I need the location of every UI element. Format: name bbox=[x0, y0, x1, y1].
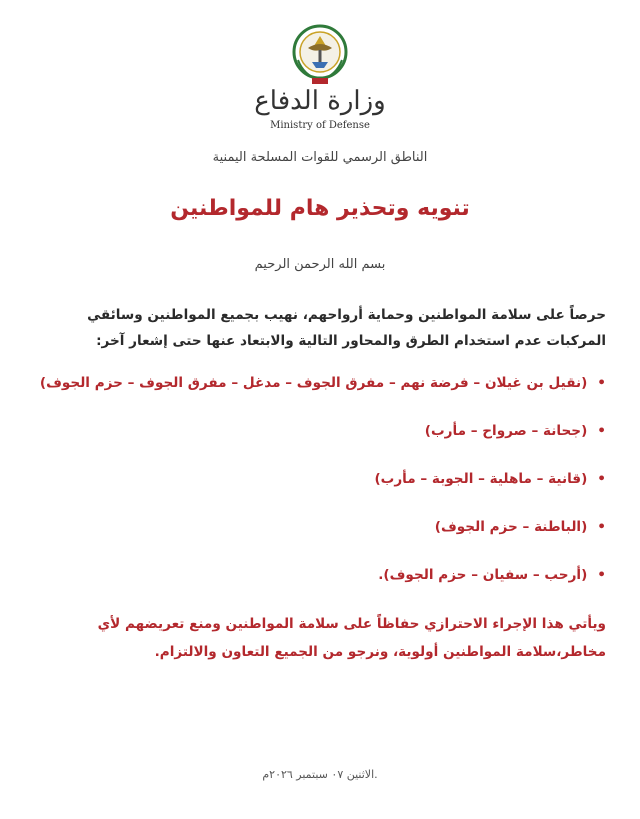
spokesman-line: الناطق الرسمي للقوات المسلحة اليمنية bbox=[212, 150, 428, 165]
bullet-icon: • bbox=[597, 423, 606, 439]
route-text: (جحانة – صرواح – مأرب) bbox=[424, 423, 588, 439]
bullet-icon: • bbox=[597, 567, 606, 583]
document-date: الاثنين ٠٧ سبتمبر ٢٠٢٦م. bbox=[262, 768, 378, 781]
list-item bbox=[34, 418, 606, 466]
notice-title: تنويه وتحذير هام للمواطنين bbox=[170, 196, 470, 221]
closing-paragraph: ويأتي هذا الإجراء الاحترازي حفاظاً على سلامة المواطنين ومنع تعريضهم لأي مخاطر،سلامة المواطنين أولوية، ونرجو من الجميع التعاون والالتزام. bbox=[97, 616, 606, 660]
ministry-arabic-title: وزارة الدفاع bbox=[254, 86, 386, 116]
basmala: بسم الله الرحمن الرحيم bbox=[254, 257, 386, 272]
list-item bbox=[34, 370, 606, 418]
list-item bbox=[34, 514, 606, 562]
route-text: (نقيل بن غيلان – فرضة نهم – مفرق الجوف – مدغل – مفرق الجوف – حزم الجوف) bbox=[39, 375, 588, 391]
bullet-icon: • bbox=[597, 519, 606, 535]
list-item bbox=[34, 562, 606, 610]
route-text: (الباطنة – حزم الجوف) bbox=[434, 519, 588, 535]
route-text: (قانية – ماهلية – الجوبة – مأرب) bbox=[374, 471, 588, 487]
bullet-icon: • bbox=[597, 375, 606, 391]
ministry-english-title: Ministry of Defense bbox=[270, 120, 370, 131]
list-item bbox=[34, 466, 606, 514]
routes-list bbox=[34, 370, 606, 610]
route-text: (أرحب – سفيان – حزم الجوف). bbox=[378, 567, 588, 583]
armed-forces-emblem-icon bbox=[290, 22, 350, 88]
intro-paragraph: حرصاً على سلامة المواطنين وحماية أرواحهم، نهيب بجميع المواطنين وسائقي المركبات عدم استخدام الطرق والمحاور التالية والابتعاد عنها حتى إشعار آخر: bbox=[87, 307, 606, 349]
bullet-icon: • bbox=[597, 471, 606, 487]
